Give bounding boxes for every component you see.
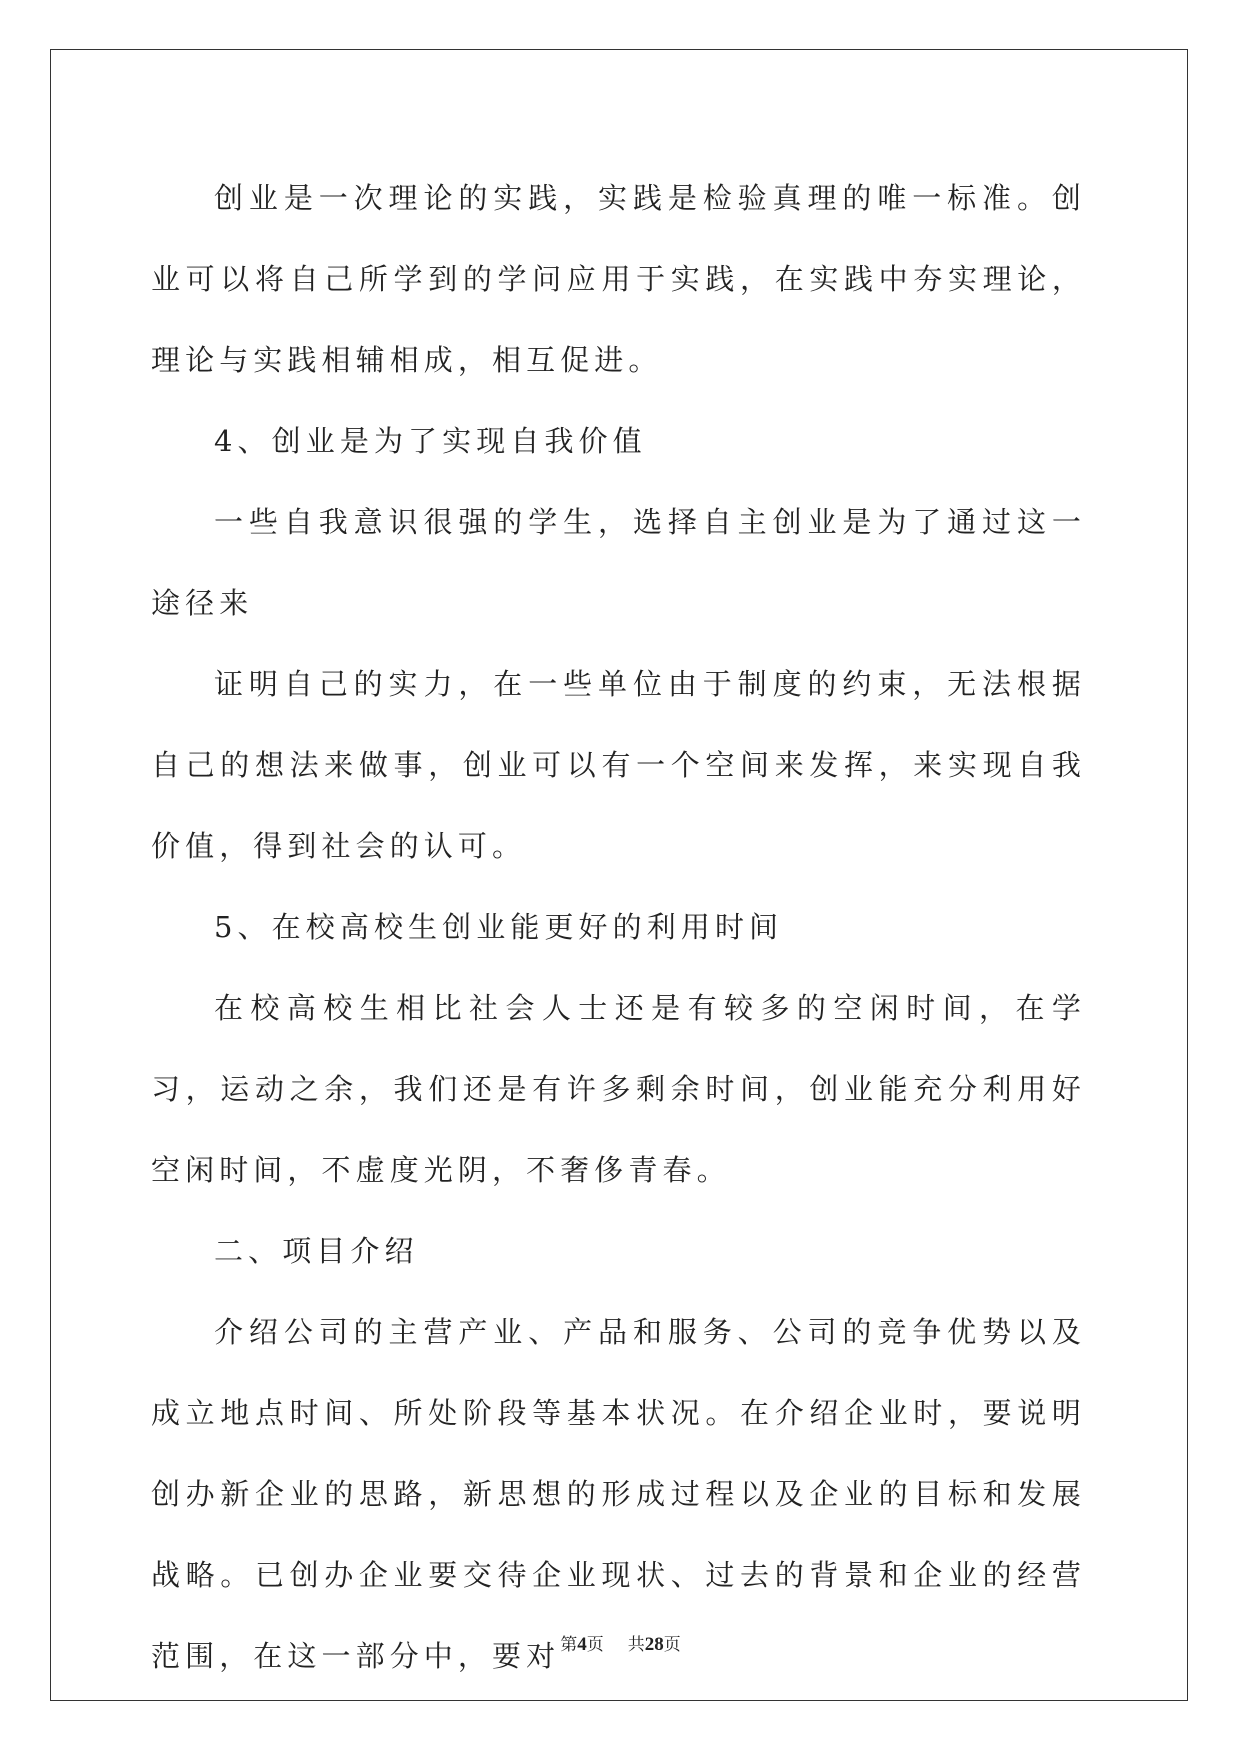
document-body [151,158,1086,1697]
paragraph-1: 创业是一次理论的实践，实践是检验真理的唯一标准。创业可以将自己所学到的学问应用于实践，在实践中夯实理论，理论与实践相辅相成，相互促进。 [151,181,1086,377]
paragraph-4: 在校高校生相比社会人士还是有较多的空闲时间，在学习，运动之余，我们还是有许多剩余时间，创业能充分利用好空闲时间，不虚度光阴，不奢侈青春。 [151,991,1086,1187]
total-page-count: 28 [644,1634,664,1655]
footer-prefix: 第 [560,1635,578,1655]
heading-item-4: 4、创业是为了实现自我价值 [214,424,647,458]
heading-item-5: 5、在校高校生创业能更好的利用时间 [214,910,784,944]
current-page-number: 4 [577,1634,587,1655]
paragraph-5: 介绍公司的主营产业、产品和服务、公司的竞争优势以及成立地点时间、所处阶段等基本状况。在介绍企业时，要说明创办新企业的思路，新思想的形成过程以及企业的目标和发展战略。已创办企业要交待企业现状、过去的背景和企业的经营范围，在这一部分中，要对 [151,1315,1086,1673]
section-heading-2: 二、项目介绍 [214,1234,419,1268]
paragraph-3: 证明自己的实力，在一些单位由于制度的约束，无法根据自己的想法来做事，创业可以有一个空间来发挥，来实现自我价值，得到社会的认可。 [151,667,1086,863]
paragraph-2: 一些自我意识很强的学生，选择自主创业是为了通过这一途径来 [151,505,1086,620]
footer-page-suffix: 页 [586,1635,604,1655]
page-footer [0,1630,1241,1656]
footer-total-suffix: 页 [663,1635,681,1655]
footer-total-prefix: 共 [627,1635,645,1655]
